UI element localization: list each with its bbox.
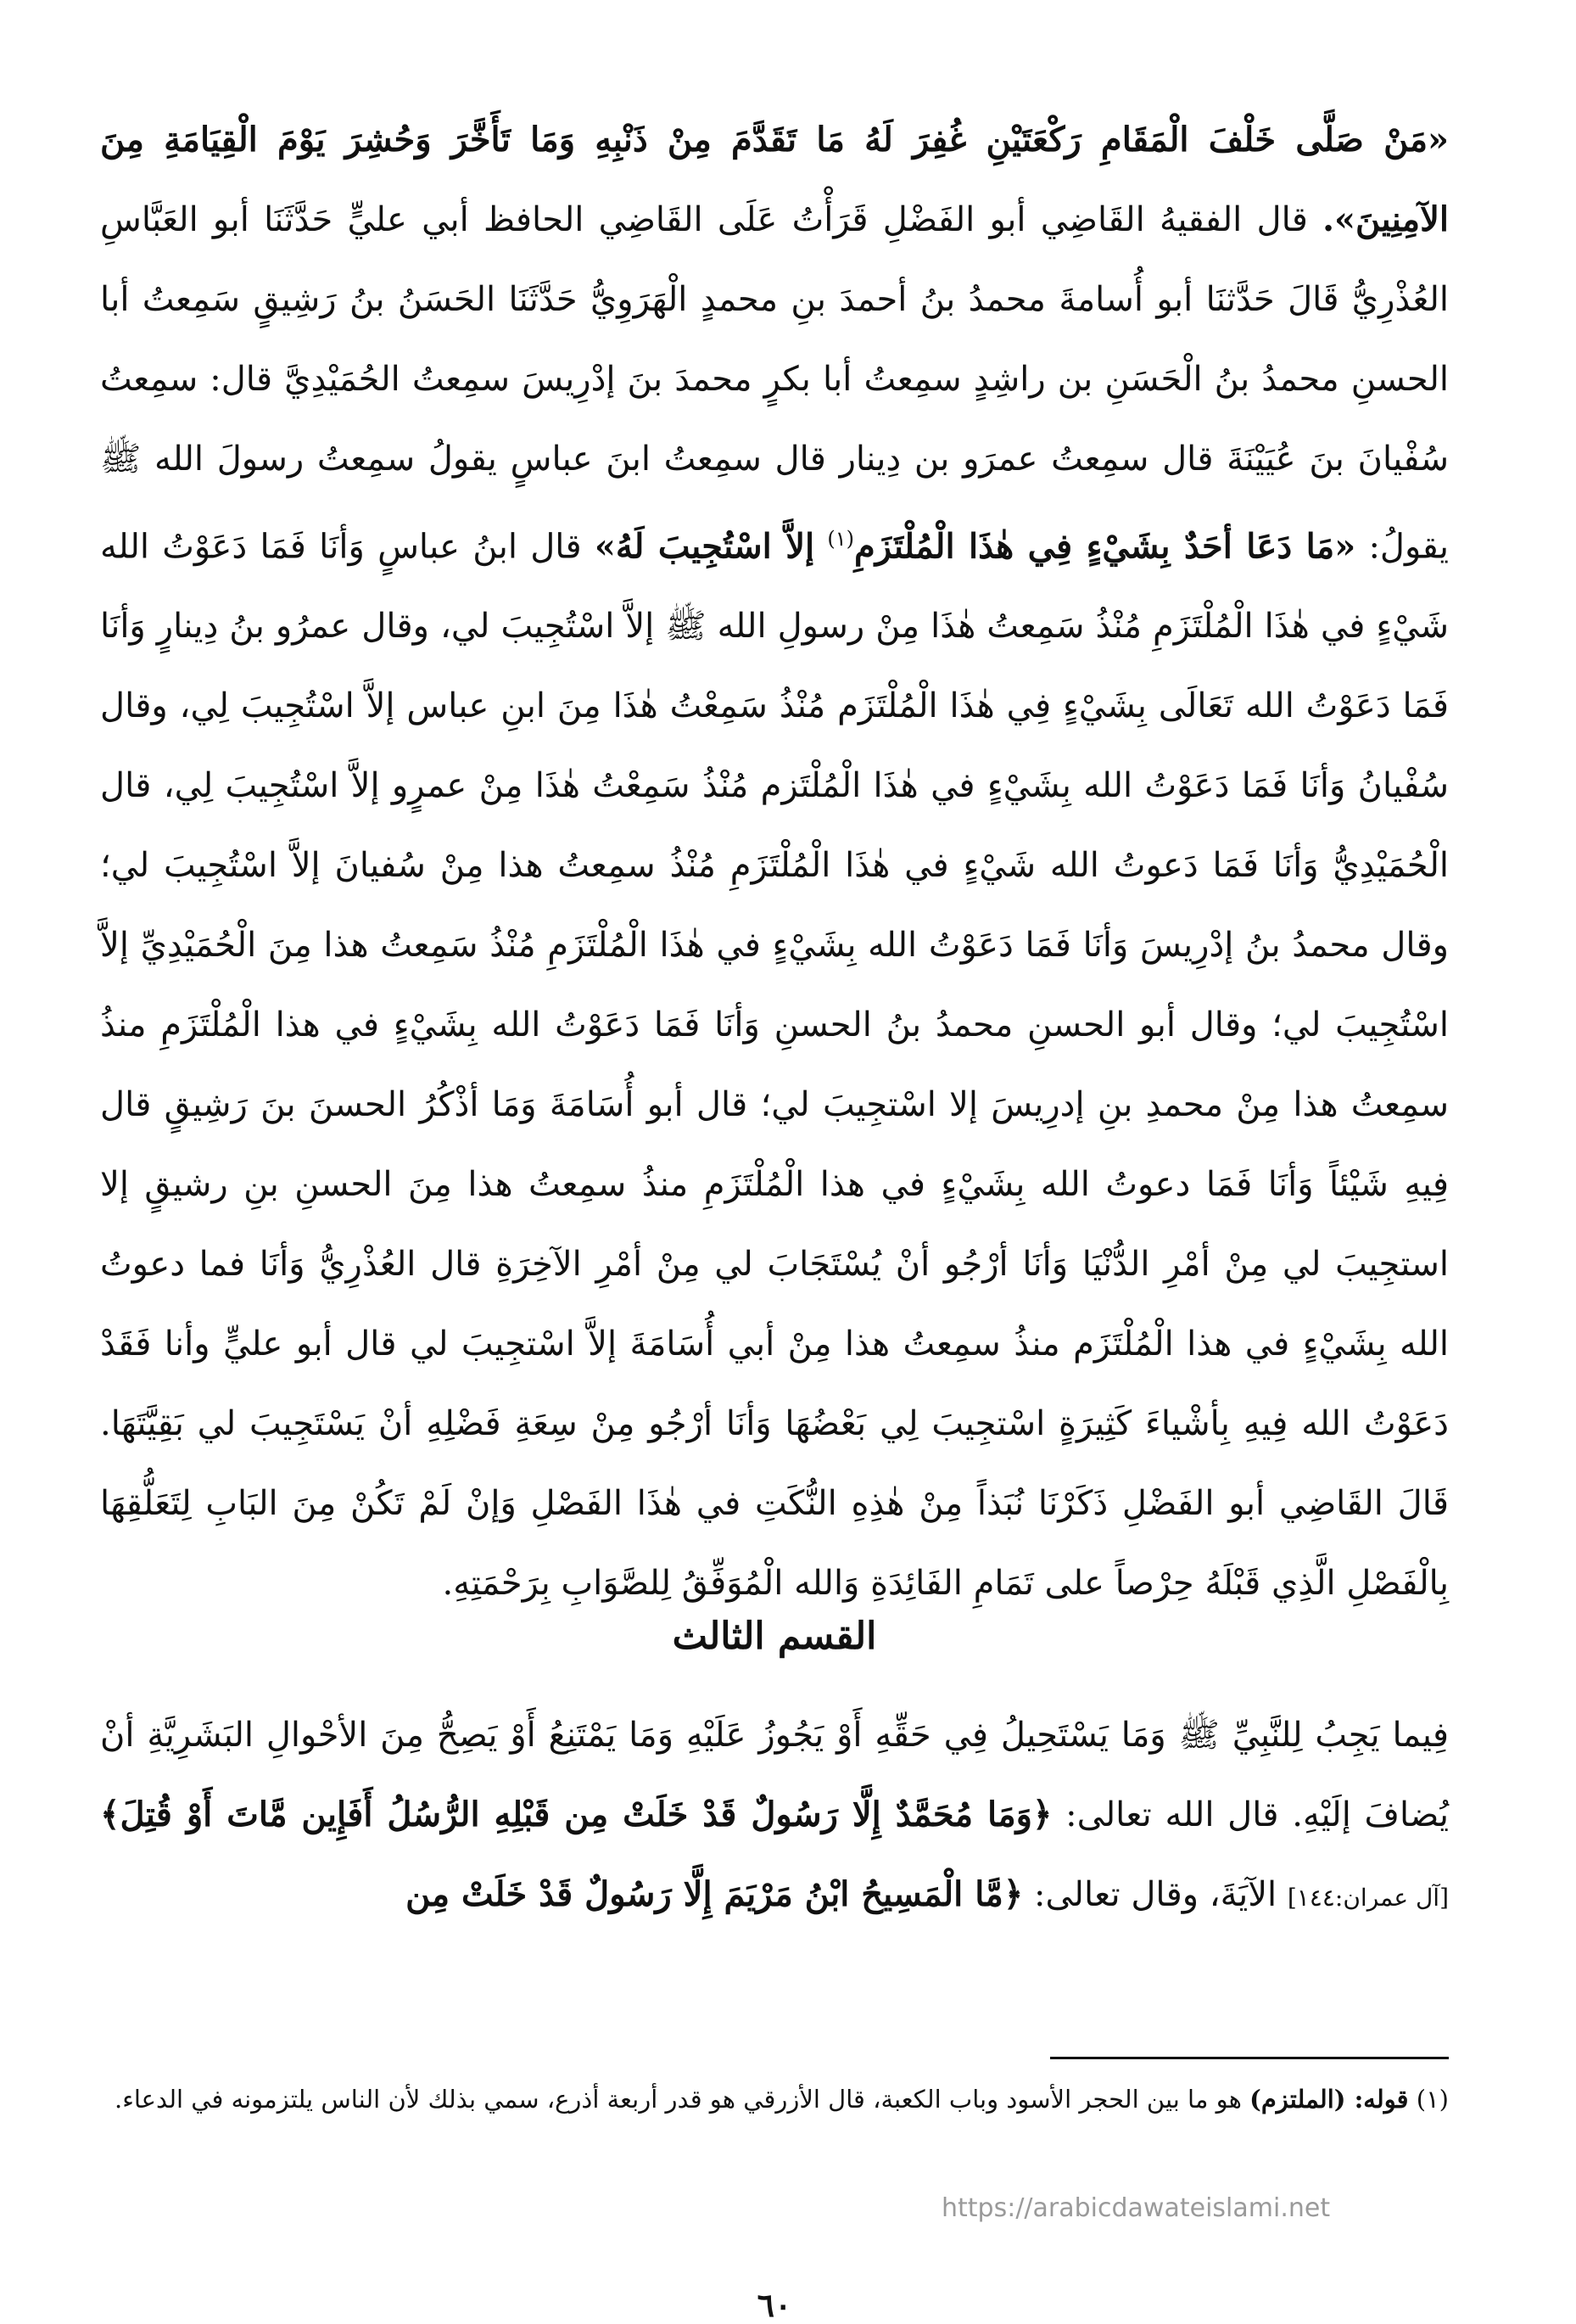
footnote-lead: قوله: (الملتزم) xyxy=(1249,2085,1409,2114)
narration-chain-text: قال ابنُ عباسٍ وَأنَا فَمَا دَعَوْتُ الله شَيْءٍ في هٰذَا الْمُلْتَزَمِ مُنْذُ سَمِعتُ هٰذَا مِنْ رسولِ الله ﷺ إلاَّ اسْتُجِيبَ لي، وقال عمرُو بنُ دِينارٍ وَأنَا فَمَا دَعَوْتُ الله تَعَالَى بِشَيْءٍ فِي هٰذَا الْمُلْتَزَم مُنْذُ سَمِعْتُ هٰذَا مِنَ ابنِ عباس إلاَّ اسْتُجِيبَ لِي، وقال سُفْيانُ وَأنَا فَمَا دَعَوْتُ الله بِشَيْءٍ في هٰذَا الْمُلْتَزم مُنْذُ سَمِعْتُ هٰذَا مِنْ عمرٍو إلاَّ اسْتُجِيبَ لِي، قال الْحُمَيْدِيُّ وَأنَا فَمَا دَعوتُ الله شَيْءٍ في هٰذَا الْمُلْتَزَمِ مُنْذُ سمِعتُ هذا مِنْ سُفيانَ إلاَّ اسْتُجِيبَ لي؛ وقال محمدُ بنُ إدْرِيسَ وَأنَا فَمَا دَعَوْتُ الله بِشَيْءٍ في هٰذَا الْمُلْتَزَمِ مُنْذُ سَمِعتُ هذا مِنَ الْحُمَيْدِيِّ إلاَّ اسْتُجِيبَ لي؛ وقال أبو الحسنِ محمدُ بنُ الحسنِ وَأنَا فَمَا دَعَوْتُ الله بِشَيْءٍ في هذا الْمُلْتَزَمِ منذُ سمِعتُ هذا مِنْ محمدِ بنِ إدرِيسَ إلا اسْتجِيبَ لي؛ قال أبو أُسَامَةَ وَمَا أذْكُرُ الحسنَ بنَ رَشِيقٍ قال فِيهِ شَيْئاً وَأنَا فَمَا دعوتُ الله بِشَيْءٍ في هذا الْمُلْتَزَمِ منذُ سمِعتُ هذا مِنَ الحسنِ بنِ رشيقٍ إلا استجِيبَ لي مِنْ أمْرِ الدُّنْيَا وَأنَا أرْجُو أنْ يُسْتَجَابَ لي مِنْ أمْرِ الآخِرَةِ قال العُذْرِيُّ وَأنَا فما دعوتُ الله بِشَيْءٍ في هذا الْمُلْتَزَم منذُ سمِعتُ هذا مِنْ أبي أُسَامَةَ إلاَّ اسْتجِيبَ لي قال أبو عليٍّ وأنا فَقَدْ دَعَوْتُ الله فِيهِ بِأشْياءَ كَثِيرَةٍ اسْتجِيبَ لِي بَعْضُهَا وَأنَا أرْجُو مِنْ سِعَةِ فَضْلِهِ أنْ يَسْتَجِيبَ لي بَقِيَّتَهَا. قَالَ القَاضِي أبو الفَضْلِ ذَكَرْنَا نُبَذاً مِنْ هٰذِهِ النُّكَتِ في هٰذَا الفَصْلِ وَإنْ لَمْ تَكُنْ مِنَ البَابِ لِتَعَلُّقِهَا بِالْفَصْلِ الَّذِي قَبْلَهُ حِرْصاً على تَمَامِ الفَائِدَةِ وَالله الْمُوَفِّقُ لِلصَّوَابِ بِرَحْمَتِهِ. xyxy=(100,527,1449,1604)
main-paragraph xyxy=(100,100,1449,1623)
section-heading: القسم الثالث xyxy=(672,1615,877,1658)
quran-verse-1: ﴿وَمَا مُحَمَّدٌ إِلَّا رَسُولٌ قَدْ خَلَتْ مِن قَبْلِهِ الرُّسُلُ أَفَإِين مَّاتَ أَوْ قُتِلَ﴾ xyxy=(100,1795,1053,1834)
footnote-reference: (١) xyxy=(827,527,855,551)
footnote-number: (١) xyxy=(1416,2085,1449,2114)
watermark-url: https://arabicdawateislami.net xyxy=(942,2193,1331,2223)
quran-verse-2: ﴿مَّا الْمَسِيحُ ابْنُ مَرْيَمَ إِلَّا رَسُولٌ قَدْ خَلَتْ مِن xyxy=(405,1874,1024,1914)
hadith-multazam: «مَا دَعَا أحَدٌ بِشَيْءٍ فِي هٰذَا الْمُلْتَزَمِ xyxy=(854,526,1356,567)
hadith-multazam-end: إلاَّ اسْتُجِيبَ لَهُ» xyxy=(594,526,815,567)
verse-reference: [آل عمران:١٤٤] xyxy=(1287,1884,1449,1912)
page-number: ٦٠ xyxy=(757,2286,792,2324)
hadith-opening: «مَنْ صَلَّى خَلْفَ الْمَقَامِ رَكْعَتَيْنِ غُفِرَ لَهُ مَا تَقَدَّمَ مِنْ ذَنْبِهِ وَمَا تَأَخَّرَ وَحُشِرَ يَوْمَ الْقِيَامَةِ مِنَ الآمِنِينَ». xyxy=(100,120,1449,239)
verse-connector: الآيَةَ، وقال تعالى: xyxy=(1033,1875,1277,1914)
footnote-text: هو ما بين الحجر الأسود وباب الكعبة، قال الأزرقي هو قدر أربعة أذرع، سمي بذلك لأن الناس يلتزمونه في الدعاء. xyxy=(114,2085,1242,2114)
isnad-text: قال الفقيهُ القَاضِي أبو الفَضْلِ قَرَأْتُ عَلَى القَاضِي الحافظ أبي عليٍّ حَدَّثَنَا أبو العَبَّاسِ العُذْرِيُّ قَالَ حَدَّثنَا أبو أُسامةَ محمدُ بنُ أحمدَ بنِ محمدٍ الْهَرَوِيُّ حَدَّثَنَا الحَسَنُ بنُ رَشِيقٍ سَمِعتُ أبا الحسنِ محمدُ بنُ الْحَسَنِ بن راشِدٍ سمِعتُ أبا بكرٍ محمدَ بنَ إدْرِيسَ سمِعتُ الحُمَيْدِيَّ قال: سمِعتُ سُفْيانَ بنَ عُيَيْنَةَ قال سمِعتُ عمرَو بن دِينار قال سمِعتُ ابنَ عباسٍ يقولُ سمِعتُ رسولَ الله ﷺ يقولُ: xyxy=(100,200,1450,567)
section-paragraph xyxy=(100,1695,1449,1938)
footnote-divider xyxy=(1050,2057,1449,2059)
section-intro: فِيما يَجِبُ لِلنَّبِيِّ ﷺ وَمَا يَسْتَحِيلُ فِي حَقِّهِ أَوْ يَجُوزُ عَلَيْهِ وَمَا يَمْتَنِعُ أَوْ يَصِحُّ مِنَ الأحْوالِ البَشَرِيَّةِ أنْ يُضافَ إلَيْهِ. قال الله تعالى: xyxy=(100,1716,1450,1834)
footnote xyxy=(100,2077,1449,2121)
